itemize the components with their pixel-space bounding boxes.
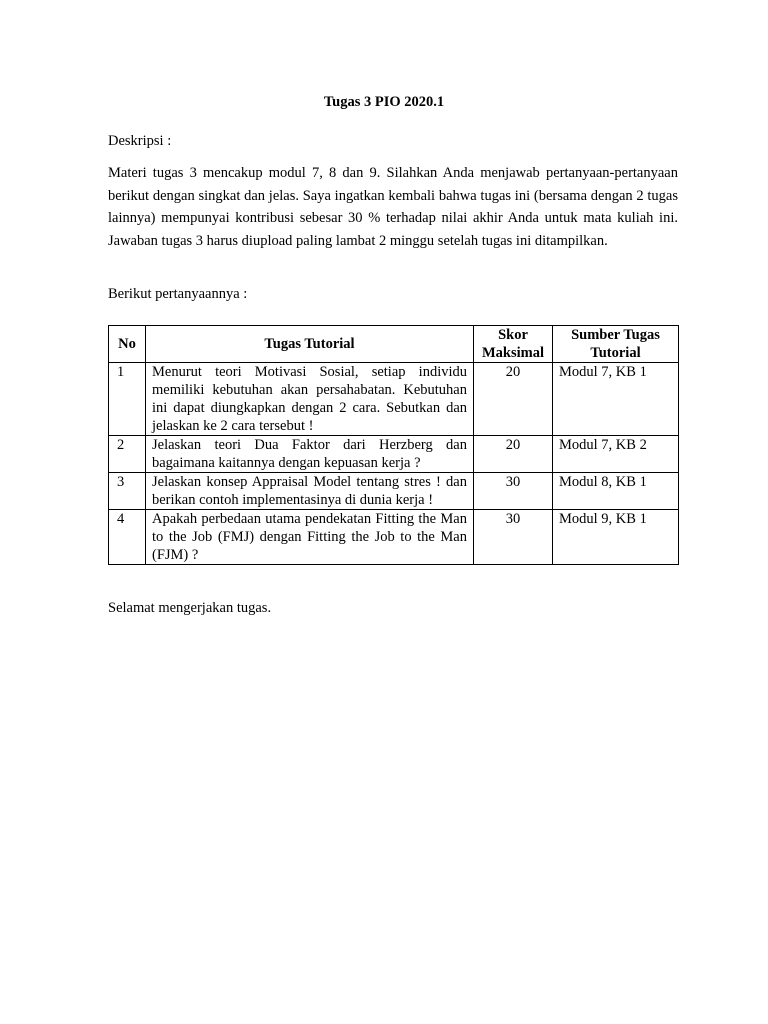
row-task: Jelaskan teori Dua Faktor dari Herzberg dan bagaimana kaitannya dengan kepuasan kerja ?: [146, 436, 474, 473]
questions-intro: Berikut pertanyaannya :: [108, 286, 248, 302]
row-number: 4: [109, 510, 146, 565]
row-score: 30: [474, 510, 553, 565]
row-source: Modul 9, KB 1: [553, 510, 679, 565]
table-row: [109, 363, 679, 436]
row-score: 20: [474, 363, 553, 436]
row-source: Modul 7, KB 1: [553, 363, 679, 436]
header-score: Skor Maksimal: [474, 326, 553, 363]
row-number: 1: [109, 363, 146, 436]
tasks-table: [108, 325, 679, 565]
table-row: [109, 473, 679, 510]
row-score: 20: [474, 436, 553, 473]
table-header-row: [109, 326, 679, 363]
row-task: Apakah perbedaan utama pendekatan Fitting the Man to the Job (FMJ) dengan Fitting the Job to the Man (FJM) ?: [146, 510, 474, 565]
table-row: [109, 436, 679, 473]
row-task: Menurut teori Motivasi Sosial, setiap individu memiliki kebutuhan akan persahabatan. Kebutuhan ini dapat diungkapkan dengan 2 cara. Sebutkan dan jelaskan ke 2 cara tersebut !: [146, 363, 474, 436]
description-paragraph: Materi tugas 3 mencakup modul 7, 8 dan 9. Silahkan Anda menjawab pertanyaan-pertanyaan berikut dengan singkat dan jelas. Saya ingatkan kembali bahwa tugas ini (bersama dengan 2 tugas lainnya) mempunyai kontribusi sebesar 30 % terhadap nilai akhir Anda untuk mata kuliah ini. Jawaban tugas 3 harus diupload paling lambat 2 minggu setelah tugas ini ditampilkan.: [108, 165, 678, 249]
header-source: Sumber Tugas Tutorial: [553, 326, 679, 363]
row-number: 2: [109, 436, 146, 473]
header-no: No: [109, 326, 146, 363]
row-source: Modul 8, KB 1: [553, 473, 679, 510]
document-title: Tugas 3 PIO 2020.1: [323, 94, 445, 110]
row-score: 30: [474, 473, 553, 510]
row-task: Jelaskan konsep Appraisal Model tentang stres ! dan berikan contoh implementasinya di dunia kerja !: [146, 473, 474, 510]
table-row: [109, 510, 679, 565]
row-source: Modul 7, KB 2: [553, 436, 679, 473]
header-task: Tugas Tutorial: [146, 326, 474, 363]
row-number: 3: [109, 473, 146, 510]
description-label: Deskripsi :: [108, 133, 172, 149]
closing-text: Selamat mengerjakan tugas.: [108, 600, 272, 616]
